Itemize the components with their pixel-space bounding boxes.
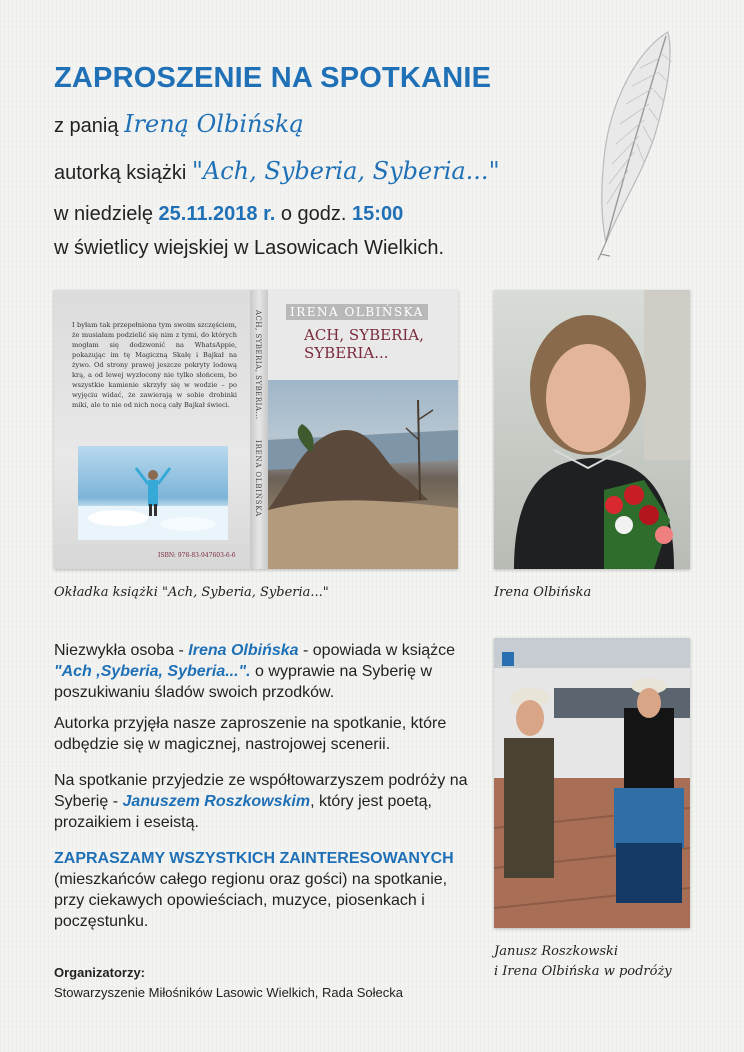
organizers-label: Organizatorzy:	[54, 965, 146, 980]
event-venue: w świetlicy wiejskiej w Lasowicach Wielkich.	[54, 237, 445, 259]
book-front-photo	[268, 380, 458, 569]
invitation-line-date	[54, 203, 403, 226]
intro-book-title: "Ach ,Syberia, Syberia...".	[54, 663, 251, 680]
page-title: ZAPROSZENIE NA SPOTKANIE	[54, 62, 492, 94]
book-cover-caption: Okładka książki "Ach, Syberia, Syberia..."	[54, 585, 329, 600]
paragraph-acceptance: Autorka przyjęła nasze zaproszenie na spotkanie, które odbędzie się w magicznej, nastrojowej scenerii.	[54, 715, 447, 753]
invite-all-text: (mieszkańców całego regionu oraz gości) na spotkanie, przy ciekawych opowieściach, muzyce, piosenkach i poczęstunku.	[54, 871, 448, 930]
event-time: 15:00	[352, 203, 404, 225]
book-back-text: I byłam tak przepełniona tym swoim szczęściem, że musiałam podzielić się nim z tymi, do których mogłam się dodzwonić na WhatsAppie, pokazując im tę Magiczną Skałę i Bajkał na żywo. Od strony prawej jeszcze pokryty lodową krą, a od lewej wyzłocony nie tylko słońcem, bo wszystkie kamienie skrzyły się w wodzie – po wyjęciu widać, że zawierają w sobie drobinki miki, ale to nie od nich nocą cały Bajkał świeci.	[72, 321, 237, 409]
intro-text-a: Niezwykła osoba -	[54, 642, 189, 659]
front-author: IRENA OLBIŃSKA	[286, 304, 428, 320]
book-back-photo	[78, 446, 228, 540]
feather-quill-icon	[580, 28, 680, 268]
invite-all-heading: ZAPRASZAMY WSZYSTKICH ZAINTERESOWANYCH	[54, 850, 454, 867]
intro-author-name: Irena Olbińska	[188, 642, 299, 659]
travel-caption	[494, 942, 672, 982]
guest-prefix: z panią	[54, 115, 119, 137]
intro-text-c: o wyprawie na Syberię w poszukiwaniu śladów swoich przodków.	[54, 663, 433, 701]
travel-caption-line2: i Irena Olbińska w podróży	[494, 964, 672, 979]
book-cover-image	[54, 290, 458, 569]
travel-caption-line1: Janusz Roszkowski	[494, 944, 619, 959]
portrait-photo	[494, 290, 690, 569]
spine-author: IRENA OLBIŃSKA	[254, 440, 262, 517]
companion-text-b: , który jest poetą, prozaikiem i eseistą.	[54, 793, 432, 831]
book-title: "Ach, Syberia, Syberia..."	[191, 157, 500, 185]
front-title: ACH, SYBERIA, SYBERIA...	[304, 326, 424, 362]
companion-text-a: Na spotkanie przyjedzie ze współtowarzyszem podróży na Syberię -	[54, 772, 468, 810]
invitation-line-guest	[54, 110, 304, 138]
book-front-cover	[268, 290, 458, 569]
invitation-line-book	[54, 157, 500, 185]
portrait-caption: Irena Olbińska	[494, 585, 592, 600]
guest-name: Ireną Olbińską	[124, 110, 304, 138]
book-isbn: ISBN: 978-83-947603-6-6	[158, 552, 236, 559]
date-prefix: w niedzielę	[54, 203, 153, 225]
spine-title: ACH, SYBERIA, SYBERIA...	[254, 310, 262, 420]
event-date: 25.11.2018 r.	[158, 203, 276, 225]
book-back-cover	[54, 290, 250, 569]
paragraph-intro	[54, 640, 474, 703]
book-prefix: autorką książki	[54, 162, 187, 184]
time-prefix: o godz.	[280, 203, 347, 225]
companion-name: Januszem Roszkowskim	[122, 793, 311, 810]
travel-photo	[494, 638, 690, 928]
organizers-text: Stowarzyszenie Miłośników Lasowic Wielkich, Rada Sołecka	[54, 985, 403, 1000]
paragraph-invite-all	[54, 848, 474, 932]
intro-text-b: - opowiada w książce	[298, 642, 456, 659]
paragraph-companion	[54, 770, 474, 833]
